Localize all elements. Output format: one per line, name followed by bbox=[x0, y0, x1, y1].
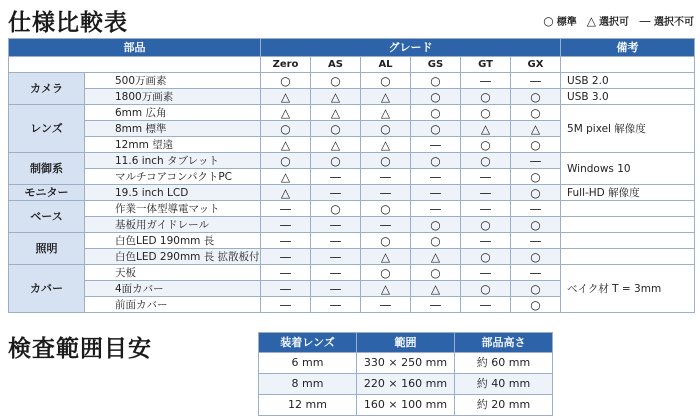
availability-cell: — bbox=[311, 265, 361, 281]
item-cell: 6mm 広角 bbox=[85, 105, 261, 121]
availability-cell: ○ bbox=[511, 137, 561, 153]
note-cell: ベイク材 T = 3mm bbox=[561, 265, 695, 313]
category-cell: モニター bbox=[9, 185, 85, 201]
legend-optional: △ 選択可 bbox=[586, 14, 629, 28]
availability-cell: ○ bbox=[411, 105, 461, 121]
availability-cell: ○ bbox=[361, 121, 411, 137]
availability-cell: ○ bbox=[511, 89, 561, 105]
availability-cell: △ bbox=[311, 137, 361, 153]
availability-cell: — bbox=[461, 185, 511, 201]
availability-cell: △ bbox=[361, 137, 411, 153]
availability-cell: ○ bbox=[311, 201, 361, 217]
item-cell: 白色LED 190mm 長 bbox=[85, 233, 261, 249]
inspection-cell: 約 20 mm bbox=[455, 395, 553, 416]
item-cell: 前面カバー bbox=[85, 297, 261, 313]
availability-cell: ○ bbox=[461, 249, 511, 265]
inspection-cell: 6 mm bbox=[259, 353, 357, 374]
availability-cell: — bbox=[461, 73, 511, 89]
item-cell: 12mm 望遠 bbox=[85, 137, 261, 153]
spec-comparison-title: 仕様比較表 bbox=[8, 10, 128, 36]
note-cell bbox=[561, 233, 695, 249]
availability-cell: — bbox=[261, 201, 311, 217]
availability-cell: ○ bbox=[511, 105, 561, 121]
availability-cell: — bbox=[361, 297, 411, 313]
header-blank bbox=[9, 57, 261, 73]
availability-cell: ○ bbox=[511, 297, 561, 313]
availability-cell: — bbox=[311, 169, 361, 185]
availability-cell: — bbox=[411, 185, 461, 201]
availability-cell: ○ bbox=[511, 185, 561, 201]
availability-cell: ○ bbox=[361, 201, 411, 217]
availability-cell: — bbox=[511, 201, 561, 217]
inspection-cell: 12 mm bbox=[259, 395, 357, 416]
availability-cell: ○ bbox=[261, 153, 311, 169]
availability-cell: — bbox=[511, 73, 561, 89]
availability-cell: ○ bbox=[511, 249, 561, 265]
note-cell bbox=[561, 201, 695, 217]
item-cell: 11.6 inch タブレット bbox=[85, 153, 261, 169]
note-cell: USB 3.0 bbox=[561, 89, 695, 105]
availability-cell: — bbox=[511, 265, 561, 281]
availability-cell: △ bbox=[261, 89, 311, 105]
spec-row bbox=[9, 201, 695, 217]
availability-cell: ○ bbox=[411, 217, 461, 233]
availability-cell: △ bbox=[361, 249, 411, 265]
spec-row bbox=[9, 249, 695, 265]
header-blank-notes bbox=[561, 57, 695, 73]
availability-cell: — bbox=[311, 281, 361, 297]
inspection-row bbox=[259, 395, 553, 416]
category-cell: ベース bbox=[9, 201, 85, 233]
availability-cell: — bbox=[261, 265, 311, 281]
inspection-header: 範囲 bbox=[357, 333, 455, 353]
note-cell bbox=[561, 217, 695, 233]
spec-row bbox=[9, 89, 695, 105]
availability-cell: ○ bbox=[311, 153, 361, 169]
item-cell: 19.5 inch LCD bbox=[85, 185, 261, 201]
note-cell: USB 2.0 bbox=[561, 73, 695, 89]
spec-comparison-table bbox=[8, 38, 695, 313]
availability-cell: △ bbox=[261, 137, 311, 153]
availability-cell: ○ bbox=[461, 153, 511, 169]
availability-cell: ○ bbox=[411, 153, 461, 169]
availability-cell: △ bbox=[411, 249, 461, 265]
legend-unavailable: — 選択不可 bbox=[639, 14, 694, 28]
grade-header: AS bbox=[311, 57, 361, 73]
availability-cell: ○ bbox=[411, 89, 461, 105]
header-parts: 部品 bbox=[9, 39, 261, 57]
availability-cell: ○ bbox=[461, 137, 511, 153]
availability-cell: — bbox=[461, 233, 511, 249]
availability-cell: — bbox=[311, 249, 361, 265]
inspection-cell: 330 × 250 mm bbox=[357, 353, 455, 374]
availability-cell: — bbox=[361, 185, 411, 201]
availability-cell: — bbox=[261, 249, 311, 265]
grade-header: Zero bbox=[261, 57, 311, 73]
grade-header: GS bbox=[411, 57, 461, 73]
header-grade: グレード bbox=[261, 39, 561, 57]
availability-cell: △ bbox=[311, 105, 361, 121]
spec-row bbox=[9, 73, 695, 89]
inspection-row bbox=[259, 374, 553, 395]
legend bbox=[543, 13, 694, 28]
availability-cell: ○ bbox=[361, 153, 411, 169]
availability-cell: — bbox=[411, 169, 461, 185]
item-cell: 500万画素 bbox=[85, 73, 261, 89]
availability-cell: ○ bbox=[461, 217, 511, 233]
availability-cell: — bbox=[261, 297, 311, 313]
note-cell: Windows 10 bbox=[561, 153, 695, 185]
availability-cell: ○ bbox=[461, 105, 511, 121]
availability-cell: ○ bbox=[361, 73, 411, 89]
availability-cell: ○ bbox=[461, 89, 511, 105]
inspection-row bbox=[259, 353, 553, 374]
grade-header: GX bbox=[511, 57, 561, 73]
availability-cell: ○ bbox=[511, 169, 561, 185]
category-cell: 制御系 bbox=[9, 153, 85, 185]
availability-cell: △ bbox=[261, 169, 311, 185]
availability-cell: ○ bbox=[311, 73, 361, 89]
availability-cell: — bbox=[261, 217, 311, 233]
inspection-range-table bbox=[258, 332, 553, 416]
availability-cell: — bbox=[461, 265, 511, 281]
availability-cell: — bbox=[361, 217, 411, 233]
spec-row bbox=[9, 185, 695, 201]
availability-cell: ○ bbox=[511, 281, 561, 297]
availability-cell: — bbox=[511, 153, 561, 169]
availability-cell: — bbox=[311, 185, 361, 201]
availability-cell: — bbox=[261, 281, 311, 297]
spec-row bbox=[9, 265, 695, 281]
spec-row bbox=[9, 105, 695, 121]
item-cell: 基板用ガイドレール bbox=[85, 217, 261, 233]
note-cell bbox=[561, 249, 695, 265]
availability-cell: △ bbox=[261, 185, 311, 201]
availability-cell: — bbox=[461, 201, 511, 217]
note-cell: Full-HD 解像度 bbox=[561, 185, 695, 201]
inspection-range-title: 検査範囲目安 bbox=[8, 336, 152, 362]
item-cell: 白色LED 290mm 長 拡散板付 bbox=[85, 249, 261, 265]
spec-row bbox=[9, 217, 695, 233]
category-cell: カメラ bbox=[9, 73, 85, 105]
inspection-cell: 約 60 mm bbox=[455, 353, 553, 374]
availability-cell: — bbox=[311, 233, 361, 249]
item-cell: 1800万画素 bbox=[85, 89, 261, 105]
availability-cell: △ bbox=[311, 89, 361, 105]
availability-cell: — bbox=[511, 233, 561, 249]
availability-cell: — bbox=[261, 233, 311, 249]
availability-cell: ○ bbox=[461, 281, 511, 297]
note-cell: 5M pixel 解像度 bbox=[561, 105, 695, 153]
availability-cell: ○ bbox=[311, 121, 361, 137]
spec-row bbox=[9, 153, 695, 169]
availability-cell: ○ bbox=[411, 121, 461, 137]
availability-cell: — bbox=[411, 201, 461, 217]
category-cell: レンズ bbox=[9, 105, 85, 153]
inspection-cell: 8 mm bbox=[259, 374, 357, 395]
availability-cell: △ bbox=[361, 105, 411, 121]
availability-cell: ○ bbox=[361, 265, 411, 281]
availability-cell: △ bbox=[361, 281, 411, 297]
grade-header: GT bbox=[461, 57, 511, 73]
category-cell: カバー bbox=[9, 265, 85, 313]
category-cell: 照明 bbox=[9, 233, 85, 265]
availability-cell: — bbox=[311, 297, 361, 313]
item-cell: マルチコアコンパクトPC bbox=[85, 169, 261, 185]
availability-cell: ○ bbox=[411, 73, 461, 89]
availability-cell: △ bbox=[361, 89, 411, 105]
availability-cell: △ bbox=[511, 121, 561, 137]
item-cell: 天板 bbox=[85, 265, 261, 281]
inspection-header: 装着レンズ bbox=[259, 333, 357, 353]
header-notes: 備考 bbox=[561, 39, 695, 57]
availability-cell: ○ bbox=[411, 265, 461, 281]
spec-row bbox=[9, 233, 695, 249]
item-cell: 8mm 標準 bbox=[85, 121, 261, 137]
availability-cell: ○ bbox=[361, 233, 411, 249]
availability-cell: — bbox=[411, 137, 461, 153]
availability-cell: ○ bbox=[411, 233, 461, 249]
legend-standard: ○ 標準 bbox=[543, 14, 577, 28]
availability-cell: — bbox=[411, 297, 461, 313]
inspection-cell: 約 40 mm bbox=[455, 374, 553, 395]
inspection-cell: 220 × 160 mm bbox=[357, 374, 455, 395]
availability-cell: △ bbox=[411, 281, 461, 297]
item-cell: 作業一体型導電マット bbox=[85, 201, 261, 217]
availability-cell: △ bbox=[461, 121, 511, 137]
availability-cell: — bbox=[461, 297, 511, 313]
inspection-cell: 160 × 100 mm bbox=[357, 395, 455, 416]
item-cell: 4面カバー bbox=[85, 281, 261, 297]
availability-cell: — bbox=[311, 217, 361, 233]
inspection-header: 部品高さ bbox=[455, 333, 553, 353]
grade-header: AL bbox=[361, 57, 411, 73]
availability-cell: ○ bbox=[261, 121, 311, 137]
availability-cell: ○ bbox=[261, 73, 311, 89]
availability-cell: — bbox=[461, 169, 511, 185]
availability-cell: ○ bbox=[511, 217, 561, 233]
availability-cell: — bbox=[361, 169, 411, 185]
availability-cell: △ bbox=[261, 105, 311, 121]
